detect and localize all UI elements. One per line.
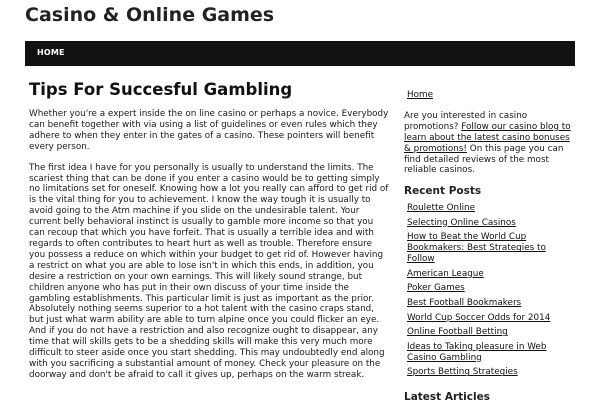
recent-post-link[interactable]: Best Football Bookmakers	[407, 298, 522, 309]
recent-post-link[interactable]: Ideas to Taking pleasure in Web Casino Gambling	[407, 341, 547, 363]
list-item	[404, 342, 576, 364]
list-item	[404, 203, 576, 214]
recent-post-link[interactable]: World Cup Soccer Odds for 2014	[407, 312, 551, 323]
recent-post-link[interactable]: Roulette Online	[407, 203, 476, 214]
list-item	[404, 367, 576, 378]
recent-posts-heading: Recent Posts	[404, 185, 482, 198]
list-item	[404, 298, 576, 309]
list-item	[404, 327, 576, 338]
post-paragraph: The first idea I have for you personally is usually to understand the limits. The scariest thing that can be done if you enter a casino would be to getting simply no limitations set for oneself. Knowing how a lot you really can afford to get rid of is the vital thing for you to achievement. I know the way tough it is usually to avoid going to the Atm machine if you slide on the undesirable talent. Your current belly behavioral instinct is usually to gamble more income so that you can recoup that which you have forfeit. That is usually a terrible idea and with regards to often contributes to heart hurt as well as trouble. Therefore ensure you possess a reduce on which within your budget to get rid of. However having a restrict on what you are able to lose isn't in which this ends, in addition, you desire a restriction on your own earnings. This will likely sound strange, but children anyone who has put in their own discuss of your time inside the gambling establishments. This particular limit is just as important as the prior. Absolutely nothing seems superior to a hot talent with the casino craps stand, but just what warm ability are able to turn alpine once you could flicker an eye. And if you do not have a restriction and also recognize ought to disappear, any time that will skills gets to be a shedding skills will make this very much more difficult to steer aside once you start shedding. This may undoubtedly end along with you sacrificing a substantial amount of money. Check your pleasure on the doorway and don't be afraid to call it gives up, perhaps on the warm streak.	[29, 162, 389, 380]
list-item	[404, 232, 576, 265]
list-item	[404, 218, 576, 229]
list-item	[404, 283, 576, 294]
promo-text-after: On this page you can find detailed reviews of the most reliable casinos.	[404, 143, 564, 176]
recent-post-link[interactable]: Poker Games	[407, 283, 465, 294]
site-title[interactable]: Casino & Online Games	[25, 4, 275, 26]
recent-post-link[interactable]: Online Football Betting	[407, 327, 508, 338]
nav-home-link[interactable]: HOME	[37, 48, 65, 57]
recent-posts-list	[404, 203, 576, 378]
sidebar	[404, 90, 576, 382]
sidebar-home-link[interactable]: Home	[407, 90, 433, 100]
list-item	[404, 269, 576, 280]
recent-post-link[interactable]: American League	[407, 268, 484, 279]
main-content	[29, 80, 389, 391]
promo-text-before: Are you interested in casino promotions?	[404, 110, 528, 132]
promo-link[interactable]: Follow our casino blog to learn about the latest casino bonuses & promotions!	[404, 121, 571, 154]
nav-bar	[25, 41, 575, 66]
recent-post-link[interactable]: Selecting Online Casinos	[407, 217, 516, 228]
list-item	[404, 313, 576, 324]
promo-text	[404, 111, 576, 176]
post-paragraph: Whether you're a expert inside the on line casino or perhaps a novice. Everybody can benefit together with via using a list of guidelines or even rules which they adhere to when they enter in the gates of a casino. These pointers will benefit every person.	[29, 109, 389, 152]
recent-post-link[interactable]: How to Beat the World Cup Bookmakers: Best Strategies to Follow	[407, 232, 546, 265]
latest-articles-heading: Latest Articles	[404, 391, 490, 400]
recent-post-link[interactable]: Sports Betting Strategies	[407, 367, 518, 378]
post-title: Tips For Succesful Gambling	[29, 80, 293, 99]
